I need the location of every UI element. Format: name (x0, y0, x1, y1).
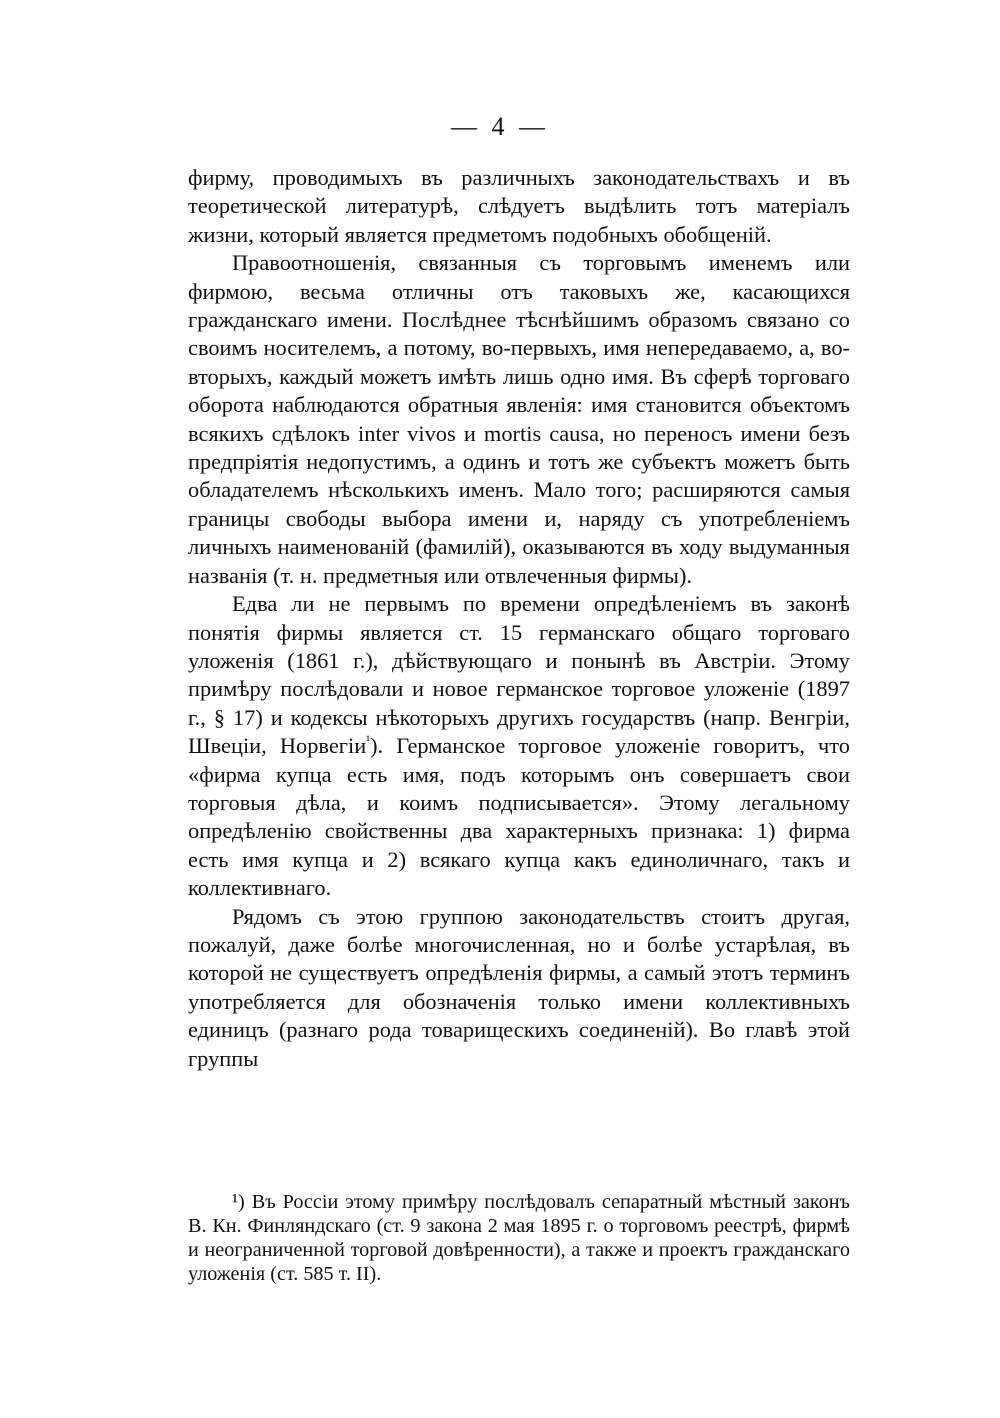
footnote-text: Въ Россіи этому примѣру послѣдовалъ сепаратный мѣстный законъ В. Кн. Финляндскаго (ст. 9 закона 2 мая 1895 г. о торговомъ реестрѣ, фирмѣ и неограниченной торговой довѣренности), а также и проектъ гражданскаго уложенія (ст. 585 т. II). (188, 1191, 850, 1285)
footnote-1 (188, 1190, 850, 1286)
paragraph-3-text-after: ). Германское торговое уложеніе говоритъ, что «фирма купца есть имя, подъ которымъ онъ совершаетъ свои торговыя дѣла, и коимъ подписывается». Этому легальному опредѣленію свойственны два характерныхъ признака: 1) фирма есть имя купца и 2) всякаго купца какъ единоличнаго, такъ и коллективнаго. (188, 733, 850, 901)
page-number: — 4 — (451, 112, 549, 141)
paragraph-4: Рядомъ съ этою группою законодательствъ стоитъ другая, пожалуй, даже болѣе многочисленная, но и болѣе устарѣлая, въ которой не существуетъ опредѣленія фирмы, а самый этотъ терминъ употребляется для обозначенія только имени коллективныхъ единицъ (разнаго рода товарищескихъ соединеній). Во главѣ этой группы (188, 903, 850, 1071)
paragraph-3 (188, 590, 850, 902)
paragraph-2: Правоотношенія, связанныя съ торговымъ именемъ или фирмою, весьма отличны отъ таковыхъ же, касающихся гражданскаго имени. Послѣднее тѣснѣйшимъ образомъ связано со своимъ носителемъ, а потому, во-первыхъ, имя непередаваемо, а, во-вторыхъ, каждый можетъ имѣть лишь одно имя. Въ сферѣ торговаго оборота наблюдаются обратныя явленія: имя становится объектомъ всякихъ сдѣлокъ inter vivos и mortis causa, но переносъ имени безъ предпріятія недопустимъ, а одинъ и тотъ же субъектъ можетъ быть обладателемъ нѣсколькихъ именъ. Мало того; расширяются самыя границы свободы выбора имени и, наряду съ употребленіемъ личныхъ наименованій (фамилій), оказываются въ ходу выдуманныя названія (т. н. предметныя или отвлеченныя фирмы). (188, 250, 850, 588)
body-text (188, 164, 850, 1073)
footnotes (188, 1190, 850, 1286)
paragraph-3-text: Едва ли не первымъ по времени опредѣленіемъ въ законѣ понятія фирмы является ст. 15 германскаго общаго торговаго уложенія (1861 г.), дѣйствующаго и понынѣ въ Австріи. Этому примѣру послѣдовали и новое германское торговое уложеніе (1897 г., § 17) и кодексы нѣкоторыхъ другихъ государствъ (напр. Венгріи, Швеціи, Норвегіи (188, 591, 850, 759)
footnote-mark: ¹) (232, 1191, 245, 1213)
paragraph-1: фирму, проводимыхъ въ различныхъ законодательствахъ и въ теоретической литературѣ, слѣдуетъ выдѣлить тотъ матеріалъ жизни, который является предметомъ подобныхъ обобщеній. (188, 165, 850, 247)
footnote-reference: ¹ (366, 732, 371, 748)
